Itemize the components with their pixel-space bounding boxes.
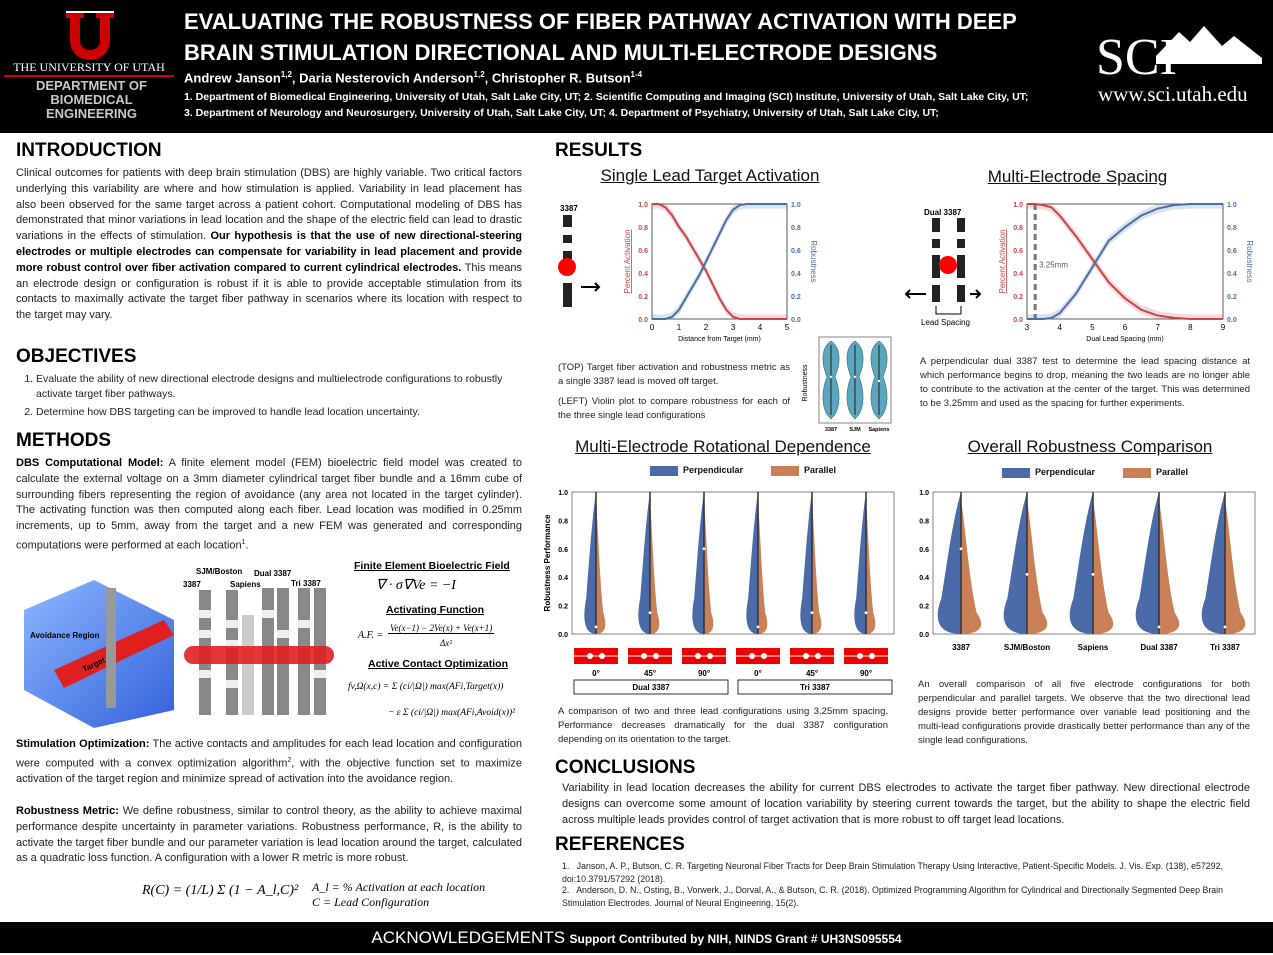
violin-median [878, 380, 880, 382]
violin-category-label: Sapiens [868, 427, 890, 433]
legend-perpendicular: Perpendicular [650, 465, 743, 476]
references-heading: REFERENCES [555, 834, 685, 855]
y2-tick-label: 0.2 [791, 294, 801, 301]
violin-median [1224, 626, 1227, 629]
violin-median [830, 376, 832, 378]
overall-violin-chart [905, 480, 1260, 665]
violin-category-label: SJM [849, 427, 861, 433]
hypothesis: Our hypothesis is that the use of new directional-steering electrodes or multiple electrodes can compensate for variability in lead placement and provide more robust control over fiber activation compared to current cylindrical electrodes. [16, 230, 523, 274]
eq2-title: Activating Function [386, 604, 484, 616]
lead-dot [641, 653, 647, 659]
y-tick-label: 1.0 [1013, 202, 1023, 209]
y-tick-label: 0.2 [638, 294, 648, 301]
avoidance-label: Avoidance Region [30, 631, 100, 640]
y2-tick-label: 0.0 [791, 317, 801, 324]
lead-dot [599, 653, 605, 659]
y-tick-label: 0.6 [558, 546, 568, 554]
y-tick-label: 0.4 [558, 575, 568, 583]
violin-perpendicular [746, 492, 758, 634]
objectives-heading: OBJECTIVES [16, 346, 137, 367]
violin-parallel [1027, 499, 1047, 634]
sci-url[interactable]: www.sci.utah.edu [1098, 82, 1248, 106]
violin-perpendicular [1004, 492, 1027, 634]
angle-label: 90° [859, 669, 873, 678]
lead-dot [653, 653, 659, 659]
conclusions-text: Variability in lead location decreases the ability for current DBS electrodes to activate the target fiber pathway. New directional electrode designs can overcome some amount of location variability by steering current towards the target, but the ability to shape the electric field across multiple leads provides control of target activation that is more robust to off target lead locations. [562, 782, 1250, 826]
single-lead-chart [610, 192, 830, 347]
violin-median [649, 611, 652, 614]
y-tick-label: 0.8 [558, 518, 568, 526]
y2-tick-label: 1.0 [1227, 202, 1237, 209]
violin-parallel [866, 499, 875, 634]
y-tick-label: 0.0 [1013, 317, 1023, 324]
violin-perpendicular [800, 492, 812, 634]
lead-dot [761, 653, 767, 659]
y-tick-label: 0.0 [638, 317, 648, 324]
y-axis-label: Robustness Performance [543, 514, 552, 612]
x-tick-label: 1 [676, 323, 682, 332]
single-lead-label: 3387 [560, 204, 578, 213]
authors: Andrew Janson$^{1,2}$, Daria Nesterovich Anderson$^{1,2}$, Christopher R. Butson$^{1-4}$ [184, 70, 643, 86]
robustness-equation: R(C) = (1/L) Σ (1 − A_l,C)² [142, 883, 299, 898]
eq3-title: Active Contact Optimization [368, 658, 509, 670]
violin-category-label: 3387 [824, 427, 838, 433]
violin-perpendicular [638, 492, 650, 634]
legend-parallel: Parallel [771, 465, 836, 476]
x-tick-label: 6 [1122, 323, 1128, 332]
y2-tick-label: 0.4 [791, 271, 801, 278]
rotational-violin-chart [540, 480, 900, 700]
y-tick-label: 0.0 [919, 632, 929, 639]
category-label: Dual 3387 [1140, 643, 1178, 652]
y-tick-label: 0.4 [638, 271, 648, 278]
violin-perpendicular [1136, 492, 1159, 634]
affiliations-line-2: 3. Department of Neurology and Neurosurgery, University of Utah, Salt Lake City, UT; 4. Department of Psychiatry, University of Utah, Salt Lake City, UT; [184, 107, 939, 119]
lead-spacing-label: Lead Spacing [921, 318, 970, 327]
lead-label: Sapiens [230, 580, 261, 589]
y-tick-label: 0.0 [558, 632, 568, 639]
results-heading: RESULTS [555, 140, 643, 161]
x-tick-label: 7 [1155, 323, 1160, 332]
overall-legend [1002, 467, 1188, 478]
department-name: DEPARTMENT OF BIOMEDICAL ENGINEERING [36, 78, 147, 121]
poster-title: EVALUATING THE ROBUSTNESS OF FIBER PATHWAY ACTIVATION WITH DEEP BRAIN STIMULATION DIRECTIONAL AND MULTI-ELECTRODE DESIGNS [184, 9, 1017, 65]
objectives-list [16, 372, 516, 423]
y-tick-label: 0.6 [919, 546, 929, 554]
violin-median [854, 376, 856, 378]
robustness-def-2: C = Lead Configuration [312, 895, 430, 909]
single-caption-2: (LEFT) Violin plot to compare robustness for each of the three single lead configurations [558, 396, 790, 421]
lead-label: Tri 3387 [291, 579, 321, 588]
reference-item: 2. Anderson, D. N., Osting, B., Vorwerk, J., Dorval, A., & Butson, C. R. (2018). Optimized Programming Algorithm for Cylindrical and Directionally Segmented Deep Brain Stimulation Electrodes. Journal of Neural Engineering, 15(2). [562, 885, 1224, 908]
angle-label: 45° [805, 669, 819, 678]
lead-dot [815, 653, 821, 659]
eq3-line-1: fv,Ω(x,c) = Σ (ci/|Ω|) max(AFi,Target(x)) [348, 682, 504, 692]
introduction-heading: INTRODUCTION [16, 140, 162, 161]
multi-electrode-spacing-chart [985, 192, 1255, 347]
x-tick-label: 4 [1057, 323, 1062, 332]
divider [4, 75, 174, 77]
violin-parallel [1225, 499, 1245, 634]
violin-parallel [650, 499, 659, 634]
eq2-numerator: Ve(x−1) − 2Ve(x) + Ve(x+1) [390, 623, 493, 633]
university-name: THE UNIVERSITY OF UTAH [13, 60, 165, 74]
sci-logo [1094, 18, 1264, 84]
lead-dot [803, 653, 809, 659]
introduction-text: Clinical outcomes for patients with deep brain stimulation (DBS) are highly variable. Two critical factors underlying this variability are where and how stimulation is applied. Variability in lead placement has also been observed for the same target across a patient cohort. Computational modeling of DBS has demonstrated that minor variations in lead location and the shape of the electric field can lead to drastic variations in the effects of stimulation. Our hypothesis is that the use of new directional-steering electrodes or multiple electrodes can compensate for variability in lead placement and provide more robust control over fiber activation compared to current cylindrical electrodes. This means an electrode design or configuration is robust if it is able to provide acceptable stimulation from its contacts to maximally activate the target fiber pathway in scenarios where its location with respect to the target may vary. [16, 167, 523, 322]
affiliations-line-1: 1. Department of Biomedical Engineering, University of Utah, Salt Lake City, UT; 2. Scientific Computing and Imaging (SCI) Institute, University of Utah, Salt Lake City, UT; [184, 91, 1029, 103]
lead-label: 3387 [183, 580, 201, 589]
y2-axis-label: Robustness [1245, 240, 1254, 283]
y-tick-label: 0.2 [1013, 294, 1023, 301]
y-tick-label: 0.8 [919, 518, 929, 526]
eq1: ∇ · σ∇Ve = −I [376, 578, 456, 593]
violin-perpendicular [938, 492, 961, 634]
legend-perpendicular: Perpendicular [1002, 467, 1095, 478]
violin-perpendicular [854, 492, 866, 634]
list-item: 2. Determine how DBS targeting can be improved to handle lead location uncertainty. [36, 405, 516, 420]
lead-label: Dual 3387 [254, 569, 292, 578]
lead-dot [749, 653, 755, 659]
plot-frame [572, 492, 894, 634]
single-lead-violin-chart [795, 335, 895, 435]
target-label: Target [81, 655, 107, 674]
violin-perpendicular [1070, 492, 1093, 634]
optimization-text: Stimulation Optimization: The active contacts and amplitudes for each lead location and configuration were computed with a convex optimization algorithm$^2$, with the objective function set to maximize activation of the target region and minimize spread of activation into the avoidance region. [16, 738, 522, 786]
y2-tick-label: 1.0 [791, 202, 801, 209]
x-tick-label: 3 [1024, 323, 1030, 332]
y-tick-label: 1.0 [638, 202, 648, 209]
spacing-annotation: 3.25mm [1039, 260, 1069, 270]
violin-parallel [758, 499, 767, 634]
category-label: SJM/Boston [1003, 643, 1051, 652]
angle-label: 0° [754, 669, 762, 678]
single-lead-title: Single Lead Target Activation [600, 166, 820, 185]
overall-title: Overall Robustness Comparison [967, 437, 1213, 456]
violin-parallel [961, 499, 981, 634]
dual-lead-label: Dual 3387 [924, 208, 962, 217]
confidence-band [652, 204, 787, 319]
conclusions-heading: CONCLUSIONS [555, 757, 696, 778]
group-label: Dual 3387 [632, 683, 670, 692]
rotational-title: Multi-Electrode Rotational Dependence [575, 437, 871, 456]
angle-label: 90° [697, 669, 711, 678]
y2-tick-label: 0.0 [1227, 317, 1237, 324]
category-label: Sapiens [1077, 643, 1109, 652]
sci-logo-text: SCI [1096, 29, 1177, 84]
x-tick-label: 8 [1188, 323, 1193, 332]
violin-parallel [1159, 499, 1179, 634]
multi-electrode-title: Multi-Electrode Spacing [987, 167, 1168, 186]
violin-perpendicular [584, 492, 596, 634]
group-label: Tri 3387 [800, 683, 830, 692]
x-tick-label: 0 [649, 323, 655, 332]
y-tick-label: 0.8 [1013, 225, 1023, 232]
lead-dot [587, 653, 593, 659]
eq1-title: Finite Element Bioelectric Field [354, 560, 510, 572]
violin-median [865, 611, 868, 614]
y-tick-label: 1.0 [558, 490, 568, 497]
y-tick-label: 0.8 [638, 225, 648, 232]
list-item: 1. Evaluate the ability of new directional electrode designs and multielectrode configurations to robustly activate target fiber pathways. [36, 372, 516, 402]
y-axis-label: Percent Activation [998, 229, 1007, 294]
violin-median [811, 611, 814, 614]
header [0, 0, 1273, 133]
eq2-denominator: Δx² [440, 638, 452, 648]
legend-parallel: Parallel [1123, 467, 1188, 478]
multi-caption: A perpendicular dual 3387 test to determine the lead spacing distance at which performance begins to drop, meaning the two leads are no longer able to contribute to the activation at the center of the target. This was determined to be 3.25mm and used as the spacing for further experiments. [920, 356, 1250, 409]
violin-median [757, 626, 760, 629]
acknowledgements-heading: ACKNOWLEDGEMENTS [371, 928, 566, 947]
lead-dot [869, 653, 875, 659]
category-label: 3387 [952, 643, 970, 652]
author-name: Daria Nesterovich Anderson [299, 70, 474, 86]
acknowledgements-text: Support Contributed by NIH, NINDS Grant # UH3NS095554 [569, 932, 902, 946]
violin-median [1092, 573, 1095, 576]
y2-tick-label: 0.2 [1227, 294, 1237, 301]
overall-caption: An overall comparison of all five electrode configurations for both perpendicular and parallel targets. We observe that the two directional lead designs provide better performance over variable lead positioning and the multi-lead configurations provide drastically better performance than any of the single lead configurations. [918, 679, 1250, 746]
robustness-def-1: A_l = % Activation at each location [312, 880, 486, 894]
violin-parallel [812, 499, 821, 634]
y-tick-label: 0.6 [638, 248, 648, 255]
methods-heading: METHODS [16, 430, 111, 451]
violin-median [960, 547, 963, 550]
violin-median [595, 626, 598, 629]
acknowledgements-bar [0, 922, 1273, 953]
rotational-caption: A comparison of two and three lead configurations using 3.25mm spacing. Performance decreases dramatically for the dual 3387 configuration depending on its orientation to the target. [558, 706, 888, 745]
y2-axis-label: Robustness [809, 240, 818, 283]
x-axis-label: Dual Lead Spacing (mm) [1086, 336, 1164, 343]
x-tick-label: 9 [1220, 323, 1226, 332]
violin-median [1158, 626, 1161, 629]
violin-perpendicular [1202, 492, 1225, 634]
lead-dot [695, 653, 701, 659]
single-lead-schematic [555, 215, 605, 310]
university-of-utah-logo [62, 8, 118, 64]
fem-text: DBS Computational Model: A finite element model (FEM) bioelectric field model was created to calculate the external voltage on a 3mm diameter cylindrical target fiber bundle and a 16mm cube of surrounding fibers representing the region of avoidance (any area not located in the target cylinder). The activating function was then computed along each fiber. Lead location was modified in 0.25mm increments, up to 5mm, away from the target and a new FEM was generated and corresponding computations were performed at each location$^1$. [16, 457, 522, 552]
y-tick-label: 0.2 [919, 603, 929, 611]
rotational-legend [650, 465, 836, 476]
y2-tick-label: 0.8 [1227, 225, 1237, 232]
violin-parallel [704, 499, 713, 634]
dual-lead-schematic [902, 218, 982, 330]
y-tick-label: 0.4 [1013, 271, 1023, 278]
y2-tick-label: 0.8 [791, 225, 801, 232]
eq3-line-2: − ε Σ (ci/|Ω|) max(AFi,Avoid(x))² [388, 708, 516, 718]
y-axis-label: Percent Activation [623, 229, 632, 294]
y2-tick-label: 0.6 [1227, 248, 1237, 255]
violin-parallel [596, 499, 605, 634]
reference-item: 1. Janson, A. P., Butson, C. R. Targeting Neuronal Fiber Tracts for Deep Brain Stimulation Therapy Using Interactive, Patient-Specific Models. J. Vis. Exp. (138), e57292, doi:10.3791/57292 (2018). [562, 861, 1223, 884]
y2-tick-label: 0.6 [791, 248, 801, 255]
lead-dot [707, 653, 713, 659]
violin-median [1026, 573, 1029, 576]
x-tick-label: 2 [703, 323, 709, 332]
angle-label: 0° [592, 669, 600, 678]
single-caption-1: (TOP) Target fiber activation and robustness metric as a single 3387 lead is moved off target. [558, 362, 790, 387]
x-tick-label: 5 [1090, 323, 1095, 332]
lead-label: SJM/Boston [196, 567, 243, 576]
x-tick-label: 5 [784, 323, 790, 332]
y-tick-label: 1.0 [919, 490, 929, 497]
violin-median [703, 547, 706, 550]
author-name: Andrew Janson [184, 70, 281, 86]
y-tick-label: 0.2 [558, 603, 568, 611]
violin-perpendicular [692, 492, 704, 634]
y-tick-label: 0.4 [919, 575, 929, 583]
x-axis-label: Distance from Target (mm) [678, 336, 761, 343]
x-tick-label: 4 [757, 323, 763, 332]
eq2-lhs: A.F. = [358, 630, 384, 641]
x-tick-label: 3 [730, 323, 736, 332]
author-name: Christopher R. Butson [491, 70, 631, 86]
angle-label: 45° [643, 669, 657, 678]
lead-dot [857, 653, 863, 659]
violin-parallel [1093, 499, 1113, 634]
category-label: Tri 3387 [1210, 643, 1240, 652]
y-tick-label: 0.6 [1013, 248, 1023, 255]
y-axis-label: Robustness [802, 364, 809, 402]
robustness-text: Robustness Metric: We define robustness, similar to control theory, as the ability to achieve maximal performance despite uncertainty in parameter variations. Robustness performance, R, is the ability to activate the target fiber bundle and our parameter variation is lead location around the target, calculated as a quadratic loss function. A configuration with a lower R metric is more robust. [16, 805, 522, 865]
y2-tick-label: 0.4 [1227, 271, 1237, 278]
